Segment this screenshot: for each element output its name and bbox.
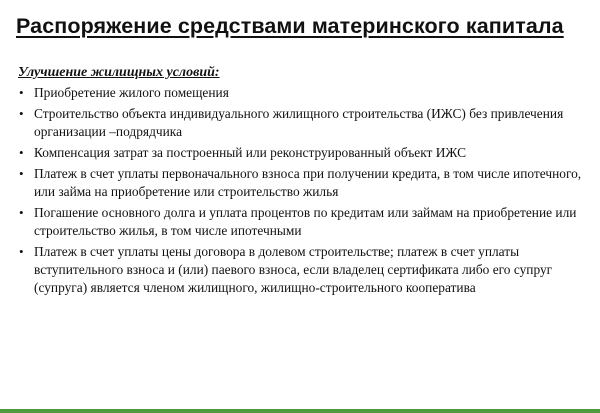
bullet-icon: • (19, 166, 24, 181)
bullet-icon: • (19, 106, 24, 121)
bullet-icon: • (19, 85, 24, 100)
slide-content (18, 64, 586, 300)
slide-title: Распоряжение средствами материнского капитала (16, 14, 564, 38)
bullet-icon: • (19, 145, 24, 160)
list-item-text: Платеж в счет уплаты цены договора в долевом строительстве; платеж в счет уплаты вступительного взноса и (или) паевого взноса, если владелец сертификата либо его супруг (супруга) является членом жилищного, жилищно-строительного кооператива (34, 244, 553, 295)
list-item-text: Погашение основного долга и уплата процентов по кредитам или займам на приобретение или строительство жилья, в том числе ипотечными (34, 205, 577, 238)
list-item (18, 84, 586, 102)
list-item (18, 144, 586, 162)
bottom-accent-bar (0, 409, 600, 413)
list-item (18, 243, 586, 297)
list-item-text: Платеж в счет уплаты первоначального взноса при получении кредита, в том числе ипотечного, или займа на приобретение или строительство жилья (34, 166, 582, 199)
bullet-icon: • (19, 244, 24, 259)
list-item-text: Компенсация затрат за построенный или реконструированный объект ИЖС (34, 145, 466, 160)
list-item (18, 165, 586, 201)
list-item-text: Приобретение жилого помещения (34, 85, 229, 100)
bullet-list (18, 84, 586, 297)
list-item-text: Строительство объекта индивидуального жилищного строительства (ИЖС) без привлечения организации –подрядчика (34, 106, 564, 139)
list-item (18, 105, 586, 141)
list-item (18, 204, 586, 240)
section-heading: Улучшение жилищных условий: (18, 65, 220, 80)
bullet-icon: • (19, 205, 24, 220)
